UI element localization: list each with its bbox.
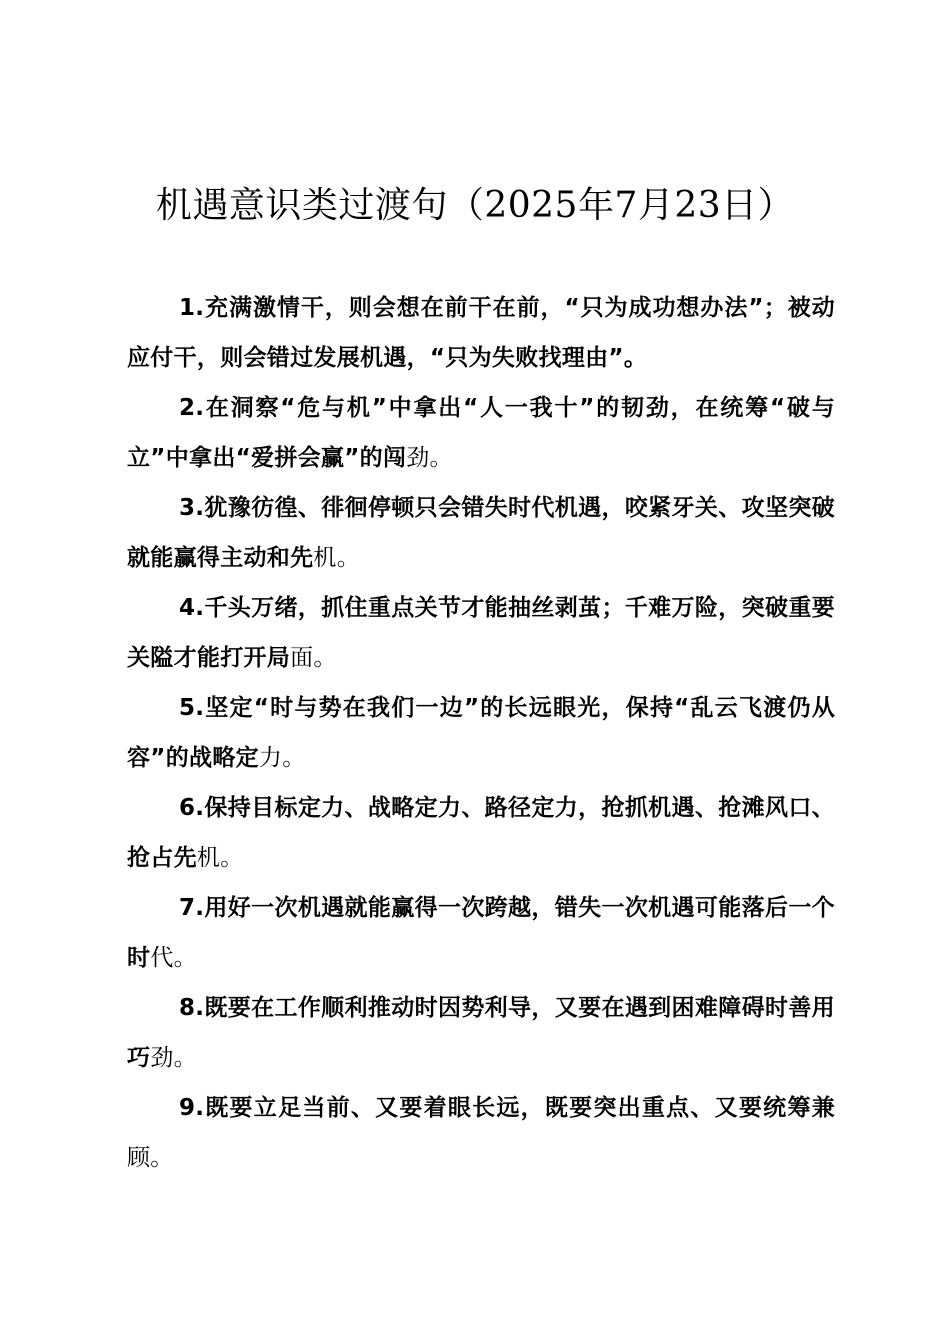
- paragraph-text: 1.充满激情干，则会想在前干在前，“只为成功想办法”；被动应付干，则会错过发展机遇，“只为失败找理由”。: [127, 295, 835, 371]
- paragraph-tail: 机。: [313, 545, 361, 571]
- paragraph-tail: 劲。: [150, 1045, 197, 1071]
- paragraph-tail: 代。: [150, 945, 197, 971]
- paragraph-1: [127, 283, 835, 383]
- paragraph-text: 3.犹豫彷徨、徘徊停顿只会错失时代机遇，咬紧牙关、攻坚突破就能赢得主动和先: [127, 495, 835, 571]
- document-title: 机遇意识类过渡句（2025年7月23日）: [155, 185, 795, 226]
- paragraph-6: [127, 783, 835, 883]
- paragraph-tail: 机。: [196, 845, 244, 871]
- paragraph-text: 8.既要在工作顺利推动时因势利导，又要在遇到困难障碍时善用巧: [127, 995, 835, 1071]
- paragraph-text: 5.坚定“时与势在我们一边”的长远眼光，保持“乱云飞渡仍从容”的战略定: [127, 695, 835, 771]
- paragraph-9: [127, 1083, 835, 1183]
- paragraph-8: [127, 983, 835, 1083]
- paragraph-tail: 力。: [258, 745, 306, 771]
- paragraph-text: 9.既要立足当前、又要着眼长远，既要突出重点、又要统筹兼: [179, 1095, 835, 1121]
- paragraph-3: [127, 483, 835, 583]
- paragraph-text: 2.在洞察“危与机”中拿出“人一我十”的韧劲，在统筹“破与立”中拿出“爱拼会赢”的闯: [127, 395, 835, 471]
- paragraph-2: [127, 383, 835, 483]
- paragraph-text: 6.保持目标定力、战略定力、路径定力，抢抓机遇、抢滩风口、抢占先: [127, 795, 835, 871]
- paragraph-tail: 劲。: [406, 445, 453, 471]
- paragraph-tail: 顾。: [127, 1145, 174, 1171]
- paragraph-5: [127, 683, 835, 783]
- paragraph-text: 4.千头万绪，抓住重点关节才能抽丝剥茧；千难万险，突破重要关隘才能打开局: [127, 595, 835, 671]
- paragraph-4: [127, 583, 835, 683]
- paragraph-tail: 面。: [290, 645, 337, 671]
- document-body: [127, 283, 835, 1183]
- paragraph-7: [127, 883, 835, 983]
- paragraph-text: 7.用好一次机遇就能赢得一次跨越，错失一次机遇可能落后一个时: [127, 895, 835, 971]
